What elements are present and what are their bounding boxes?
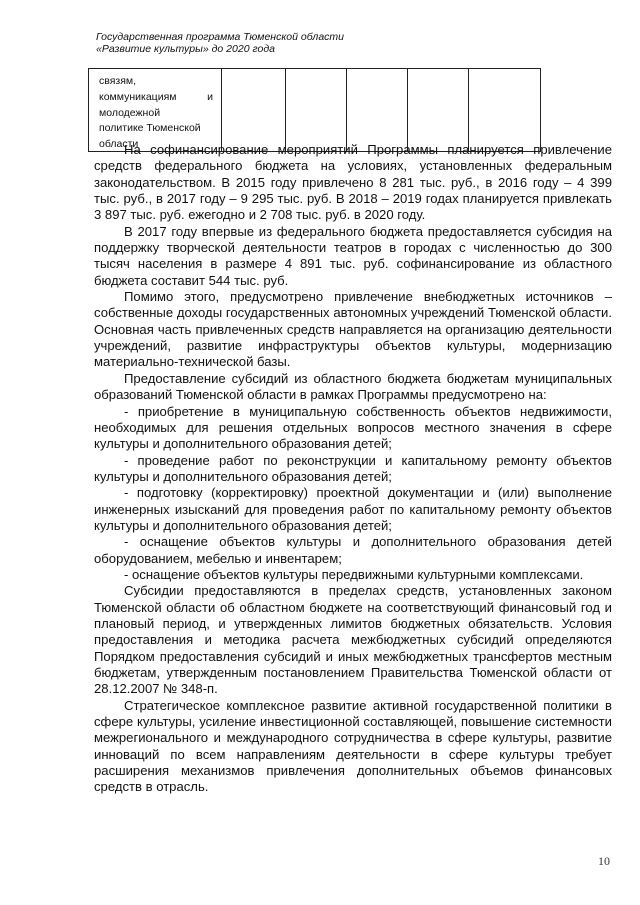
list-item: - оснащение объектов культуры и дополнительного образования детей оборудованием, мебелью и инвентарем; [94, 534, 612, 566]
list-item: - приобретение в муниципальную собственность объектов недвижимости, необходимых для решения отдельных вопросов местного значения в сфере культуры и дополнительного образования детей; [94, 403, 612, 452]
table-cell-empty [347, 69, 408, 152]
page-number: 10 [598, 854, 610, 868]
list-item: - оснащение объектов культуры передвижными культурными комплексами. [124, 566, 584, 582]
table-row [89, 69, 541, 152]
cell-line: молодежной [99, 106, 161, 119]
table-cell-empty [408, 69, 469, 152]
table-cell-empty [222, 69, 286, 152]
list-item: - проведение работ по реконструкции и капитальному ремонту объектов культуры и дополнительного образования детей; [94, 452, 612, 484]
table-cell-empty [469, 69, 541, 152]
paragraph-strategic-development: Стратегическое комплексное развитие активной государственной политики в сфере культуры, усиление инвестиционной составляющей, повышение системности межрегионального и международного сотрудничества в сфере культуры, развитие инноваций по всем направлениям деятельности в сфере культуры требует расширения механизмов привлечения дополнительных объемов финансовых средств в отрасль. [94, 697, 612, 795]
cell-line: области [99, 138, 139, 151]
cell-line: связям, [99, 75, 137, 87]
list-item: - подготовку (корректировку) проектной документации и (или) выполнение инженерных изысканий для проведения работ по капитальному ремонту объектов культуры и дополнительного образования детей; [94, 485, 612, 533]
table-cell-empty [286, 69, 347, 152]
header-program-title: Государственная программа Тюменской области [96, 31, 344, 43]
paragraph-extrabudgetary: Помимо этого, предусмотрено привлечение внебюджетных источников – собственные доходы государственных автономных учреждений Тюменской области. Основная часть привлеченных средств направляется на организацию деятельности учреждений, развитие инфраструктуры объектов культуры, модернизацию материально-технической базы. [94, 289, 612, 370]
body-text [94, 142, 612, 796]
paragraph-cofinancing: На софинансирование мероприятий Программы планируется привлечение средств федерального бюджета на условиях, установленных федеральным законодательством. В 2015 году привлечено 8 281 тыс. руб., в 2016 году – 4 399 тыс. руб., в 2017 году – 9 295 тыс. руб. В 2018 – 2019 годах планируется привлекать 3 897 тыс. руб. ежегодно и 2 708 тыс. руб. в 2020 году. [94, 142, 612, 223]
running-header [96, 31, 546, 55]
continued-table [88, 68, 541, 152]
paragraph-subsidies-intro: Предоставление субсидий из областного бюджета бюджетам муниципальных образований Тюменской области в рамках Программы предусмотрено на: [94, 370, 612, 403]
cell-line-split [94, 88, 217, 104]
table-cell-department [89, 69, 222, 152]
cell-line: коммуникациям [99, 90, 177, 103]
cell-line: политике Тюменской [99, 122, 201, 135]
paragraph-subsidy-conditions: Субсидии предоставляются в пределах средств, установленных законом Тюменской области об областном бюджете на соответствующий финансовый год и плановый период, и утвержденных лимитов бюджетных обязательств. Условия предоставления и методика расчета межбюджетных субсидий определяются Порядком предоставления субсидий и иных межбюджетных трансфертов местным бюджетам, утвержденным постановлением Правительства Тюменской области от 28.12.2007 № 348-п. [94, 583, 612, 697]
paragraph-theatre-subsidy: В 2017 году впервые из федерального бюджета предоставляется субсидия на поддержку творческой деятельности театров в городах с численностью до 300 тысяч населения в размере 4 891 тыс. руб. софинансирование из областного бюджета составит 544 тыс. руб. [94, 223, 612, 288]
header-program-subtitle: «Развитие культуры» до 2020 года [96, 43, 275, 55]
cell-line: и [207, 90, 213, 103]
